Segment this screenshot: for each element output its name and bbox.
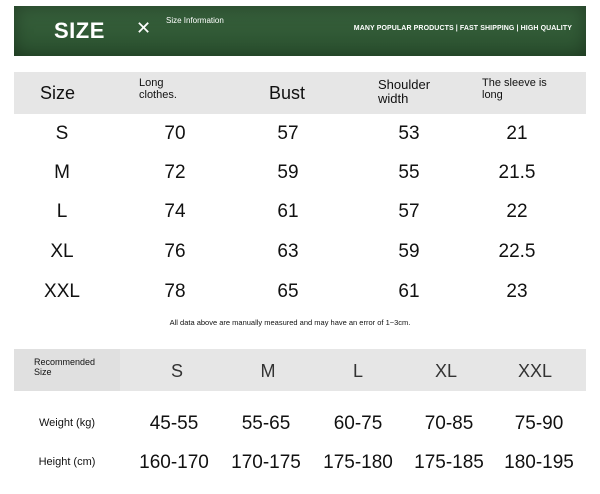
shoulder-cell: 53 — [398, 123, 420, 144]
rec-size-m: M — [260, 361, 276, 381]
bust-cell: 57 — [277, 123, 299, 144]
header-size: Size — [40, 83, 76, 103]
shoulder-cell: 57 — [398, 201, 420, 222]
height-value: 180-195 — [504, 452, 574, 473]
rec-size-xxl: XXL — [517, 361, 553, 381]
recommended-size-header — [14, 349, 586, 391]
length-cell: 70 — [164, 123, 186, 144]
sparkle-icon: ✕ — [136, 18, 152, 38]
size-table-header — [14, 72, 586, 114]
size-cell: M — [54, 162, 70, 183]
table-row — [14, 114, 586, 152]
height-value: 175-180 — [323, 452, 393, 473]
rec-size-xl: XL — [434, 361, 458, 381]
table-row — [14, 153, 586, 191]
size-cell: L — [56, 201, 68, 222]
size-banner — [14, 6, 586, 56]
weight-value: 75-90 — [514, 413, 564, 434]
shoulder-cell: 61 — [398, 281, 420, 302]
header-sleeve: The sleeve is long — [482, 77, 547, 102]
table-row — [14, 192, 586, 230]
shoulder-cell: 59 — [398, 241, 420, 262]
bust-cell: 61 — [277, 201, 299, 222]
sleeve-cell: 22.5 — [498, 241, 536, 262]
size-cell: XL — [50, 241, 74, 262]
banner-subtitle: Size Information — [166, 16, 224, 25]
sleeve-cell: 21 — [506, 123, 528, 144]
sleeve-cell: 22 — [506, 201, 528, 222]
height-value: 170-175 — [231, 452, 301, 473]
header-length: Long clothes. — [139, 77, 177, 102]
bust-cell: 63 — [277, 241, 299, 262]
measurement-note: All data above are manually measured and may have an error of 1~3cm. — [169, 318, 411, 327]
rec-size-l: L — [352, 361, 363, 381]
banner-title: SIZE — [54, 18, 105, 43]
height-value: 160-170 — [139, 452, 209, 473]
table-row — [14, 232, 586, 270]
sleeve-cell: 21.5 — [498, 162, 536, 183]
shoulder-cell: 55 — [398, 162, 420, 183]
recommended-size-label: Recommended Size — [34, 357, 96, 378]
size-cell: S — [55, 123, 69, 144]
weight-label: Weight (kg) — [38, 417, 96, 429]
height-value: 175-185 — [414, 452, 484, 473]
weight-row — [14, 410, 586, 440]
header-bust: Bust — [269, 83, 306, 103]
bust-cell: 59 — [277, 162, 299, 183]
weight-value: 55-65 — [241, 413, 291, 434]
weight-value: 70-85 — [424, 413, 474, 434]
rec-size-s: S — [170, 361, 183, 381]
weight-value: 60-75 — [333, 413, 383, 434]
table-row — [14, 272, 586, 310]
bust-cell: 65 — [277, 281, 299, 302]
height-label: Height (cm) — [38, 456, 96, 468]
sleeve-cell: 23 — [506, 281, 528, 302]
length-cell: 74 — [164, 201, 186, 222]
weight-value: 45-55 — [149, 413, 199, 434]
banner-tagline: MANY POPULAR PRODUCTS | FAST SHIPPING | HIGH QUALITY — [353, 25, 572, 32]
header-shoulder: Shoulder width — [378, 77, 431, 107]
height-row — [14, 449, 586, 479]
length-cell: 76 — [164, 241, 186, 262]
recommended-size-label-box — [14, 349, 120, 391]
size-cell: XXL — [44, 281, 80, 302]
length-cell: 72 — [164, 162, 186, 183]
length-cell: 78 — [164, 281, 186, 302]
